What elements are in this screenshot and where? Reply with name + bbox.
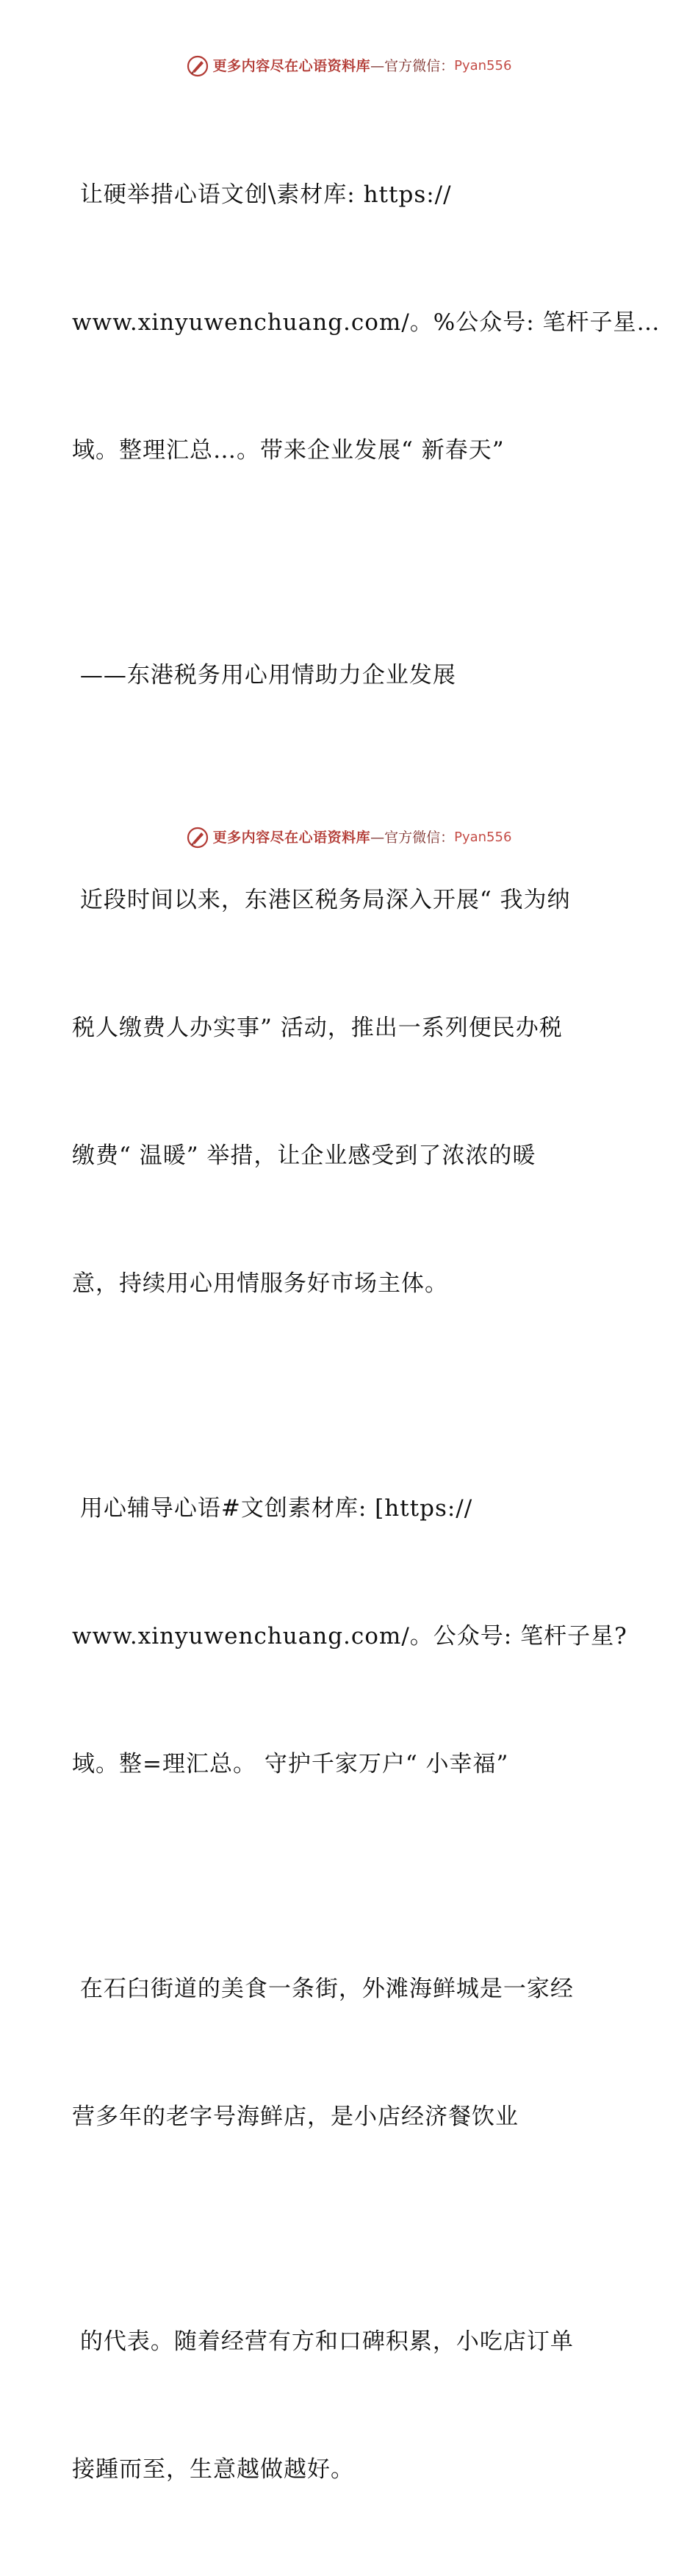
text-line: 接踵而至，生意越做越好。 <box>72 2456 354 2483</box>
text-line: 域。整=理汇总。 守护千家万户“ 小幸福” <box>72 1751 509 1777</box>
text-line: 的代表。随着经营有方和口碑积累，小吃店订单 <box>72 2328 574 2355</box>
banner-text: 更多内容尽在心语资料库 <box>212 58 371 74</box>
text-line: 近段时间以来，东港区税务局深入开展“ 我为纳 <box>72 887 571 913</box>
text-line: www.xinyuwenchuang.com/。%公众号: 笔杆子星… <box>72 309 661 336</box>
banner-separator: —官方微信： <box>370 830 455 846</box>
paragraph-subtitle <box>72 569 630 782</box>
text-line: 用心辅导心语#文创素材库: [https:// <box>72 1495 473 1522</box>
paragraph <box>72 88 661 557</box>
text-line: 域。整理汇总…。带来企业发展“ 新春天” <box>72 437 505 464</box>
pen-quill-logo-icon <box>187 55 209 77</box>
paragraph <box>72 2235 630 2576</box>
text-line: 营多年的老字号海鲜店，是小店经济餐饮业 <box>72 2104 519 2130</box>
banner-wechat-id: Pyan556 <box>454 58 512 73</box>
banner-separator: —官方微信： <box>370 58 455 74</box>
paragraph <box>72 1882 630 2223</box>
text-line: 意，持续用心用情服务好市场主体。 <box>72 1270 448 1297</box>
text-line: ——东港税务用心用情助力企业发展 <box>72 662 456 688</box>
pen-quill-logo-icon <box>187 827 209 849</box>
text-line: www.xinyuwenchuang.com/。公众号: 笔杆子星? <box>72 1623 627 1649</box>
paragraph <box>72 1402 630 1871</box>
text-line: 让硬举措心语文创\素材库: https:// <box>72 181 452 208</box>
text-line: 在石臼街道的美食一条街，外滩海鲜城是一家经 <box>72 1976 574 2002</box>
text-line: 税人缴费人办实事” 活动，推出一系列便民办税 <box>72 1015 563 1041</box>
footer-banner <box>0 827 698 849</box>
text-line: 缴费“ 温暖” 举措，让企业感受到了浓浓的暖 <box>72 1143 536 1169</box>
header-banner <box>0 55 698 77</box>
banner-text: 更多内容尽在心语资料库 <box>212 830 371 846</box>
banner-wechat-id: Pyan556 <box>454 830 512 845</box>
paragraph <box>72 794 630 1390</box>
document-body <box>72 88 661 2576</box>
